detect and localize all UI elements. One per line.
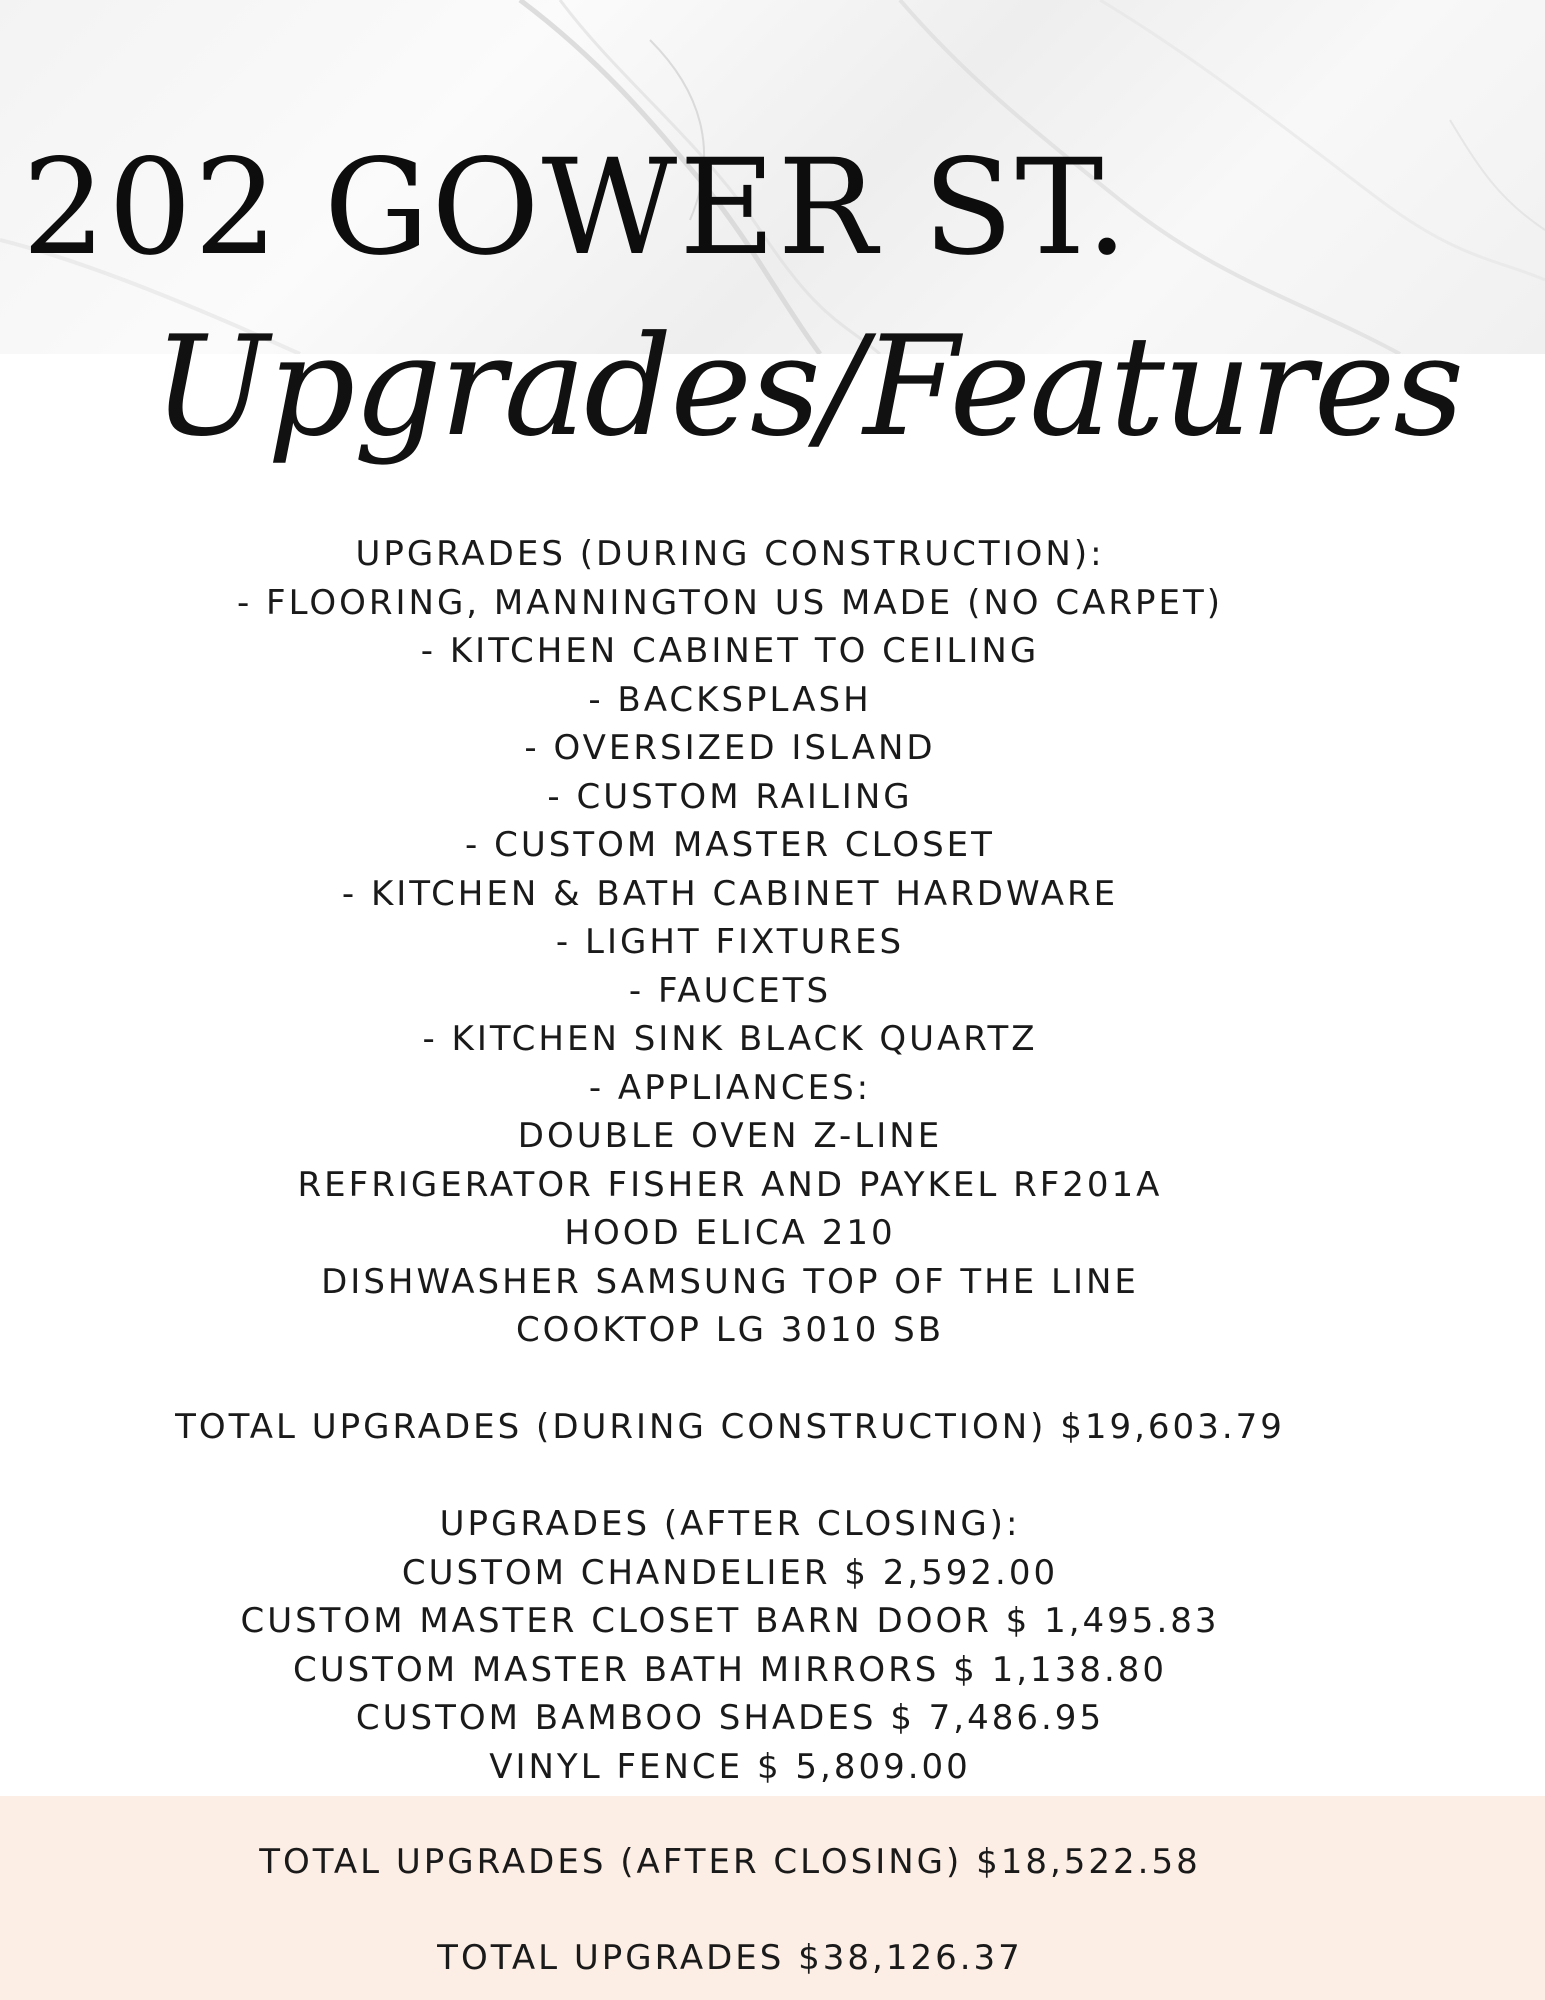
upgrades-list [0,530,1460,1791]
list-item: HOOD ELICA 210 [564,1213,896,1253]
list-item: - KITCHEN & BATH CABINET HARDWARE [341,873,1119,914]
property-address: 202 GOWER ST. [22,131,1130,285]
list-item: VINYL FENCE $ 5,809.00 [489,1746,971,1787]
list-item: - KITCHEN SINK BLACK QUARTZ [422,1019,1038,1059]
list-item: - CUSTOM RAILING [547,776,913,817]
construction-total: TOTAL UPGRADES (DURING CONSTRUCTION) $19,603.79 [175,1407,1285,1447]
list-item: - KITCHEN CABINET TO CEILING [420,631,1040,671]
list-item: DISHWASHER SAMSUNG TOP OF THE LINE [321,1261,1139,1302]
list-item: - BACKSPLASH [588,679,872,720]
section-title: Upgrades/Features [152,306,1463,467]
grand-total: TOTAL UPGRADES $38,126.37 [437,1938,1023,1978]
list-item: REFRIGERATOR FISHER AND PAYKEL RF201A [297,1164,1163,1205]
list-item: - APPLIANCES: [588,1067,872,1108]
list-item: CUSTOM BAMBOO SHADES $ 7,486.95 [355,1698,1105,1738]
marble-header-background [0,0,1545,354]
list-item: - FAUCETS [628,970,832,1011]
list-item: UPGRADES (AFTER CLOSING): [439,1504,1021,1544]
list-item: CUSTOM MASTER CLOSET BARN DOOR $ 1,495.83 [240,1601,1220,1641]
after-closing-total: TOTAL UPGRADES (AFTER CLOSING) $18,522.58 [259,1842,1201,1882]
spacer [0,1355,1460,1404]
list-item: CUSTOM CHANDELIER $ 2,592.00 [401,1552,1059,1593]
spacer [0,1452,1460,1501]
list-item: DOUBLE OVEN Z-LINE [517,1116,943,1156]
list-item: - OVERSIZED ISLAND [524,728,936,768]
list-item: - FLOORING, MANNINGTON US MADE (NO CARPET) [236,582,1223,623]
list-item: COOKTOP LG 3010 SB [515,1310,945,1350]
list-item: - CUSTOM MASTER CLOSET [465,825,995,865]
list-item: UPGRADES (DURING CONSTRUCTION): [355,534,1105,574]
list-item: - LIGHT FIXTURES [555,922,905,962]
list-item: CUSTOM MASTER BATH MIRRORS $ 1,138.80 [292,1649,1168,1690]
